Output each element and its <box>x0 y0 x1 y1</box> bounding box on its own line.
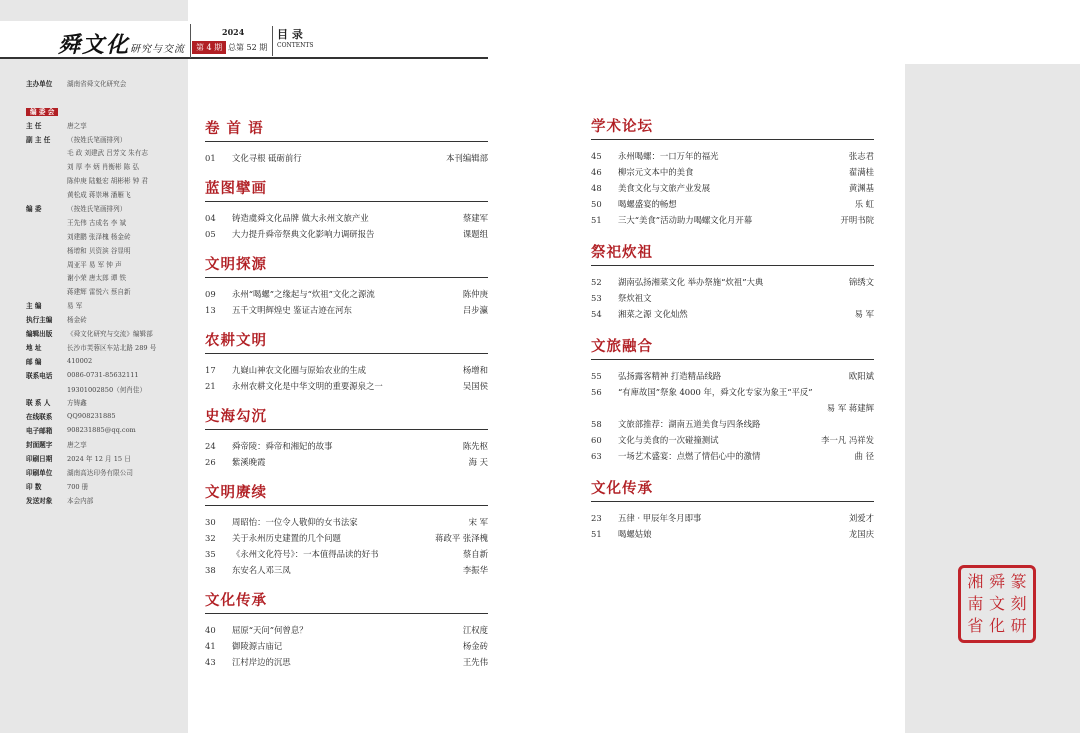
entry-title: 喝螺盛宴的畅想 <box>618 199 677 209</box>
entry-author: 杨增和 <box>462 365 488 375</box>
staff-row <box>26 382 186 396</box>
staff-row <box>26 284 186 298</box>
staff-label: 编 委 <box>26 204 42 213</box>
staff-label: 印刷单位 <box>26 468 53 477</box>
entry-title: 东安名人邓三凤 <box>232 565 291 575</box>
staff-value: 《舜文化研究与交流》编辑部 <box>67 329 153 338</box>
page-number: 46 <box>591 167 602 177</box>
staff-value: 长沙市芙蓉区车站北路 289 号 <box>67 343 157 352</box>
page-number: 54 <box>591 309 602 319</box>
staff-value: 刘建鹏 张泽槐 杨金砖 <box>67 232 131 241</box>
staff-label: 联系电话 <box>26 371 53 380</box>
entry-title: 大力提升舜帝祭典文化影响力调研报告 <box>232 229 375 239</box>
staff-row <box>26 395 186 409</box>
page-number: 60 <box>591 435 602 445</box>
toc-section <box>205 177 488 242</box>
entry-title: 五律 · 甲辰年冬月即事 <box>618 513 702 523</box>
staff-row <box>26 465 186 479</box>
toc-entry[interactable] <box>591 274 874 290</box>
red-seal-stamp <box>958 565 1036 643</box>
entry-author: 陈仲庚 <box>462 289 488 299</box>
page-number: 56 <box>591 387 602 397</box>
staff-row <box>26 257 186 271</box>
page-number: 51 <box>591 215 602 225</box>
entry-author: 蒋政平 张泽槐 <box>435 533 488 543</box>
page-number: 05 <box>205 229 216 239</box>
entry-title: 铸造虞舜文化品牌 做大永州文旅产业 <box>232 213 369 223</box>
staff-row <box>26 479 186 493</box>
toc-section <box>205 405 488 470</box>
entry-title: 御陵源古庙记 <box>232 641 283 651</box>
entry-author: 蔡建军 <box>462 213 488 223</box>
staff-label: 执行主编 <box>26 316 53 325</box>
toc-section <box>205 253 488 318</box>
staff-label: 主 任 <box>26 121 42 130</box>
staff-row <box>26 437 186 451</box>
page-number: 23 <box>591 513 602 523</box>
toc-entry[interactable] <box>591 180 874 196</box>
toc-entry[interactable] <box>591 400 874 416</box>
page-number: 21 <box>205 381 216 391</box>
staff-row <box>26 90 186 104</box>
toc-entry[interactable] <box>591 148 874 164</box>
staff-label: 主 编 <box>26 302 42 311</box>
staff-label: 编辑出版 <box>26 329 53 338</box>
staff-value: 方铸鑫 <box>67 399 87 408</box>
toc-entry[interactable] <box>205 514 488 530</box>
entry-title: 周昭怡：一位令人敬仰的女书法家 <box>232 517 358 527</box>
staff-value: 0086-0731-85632111 <box>67 370 139 379</box>
entry-author: 吴国侯 <box>462 381 488 391</box>
toc-entry[interactable] <box>205 286 488 302</box>
page-number: 30 <box>205 517 216 527</box>
entry-author: 课题组 <box>462 229 488 239</box>
staff-value: 黄松成 蒋崇琳 潘雁飞 <box>67 191 131 200</box>
entry-author: 宋 军 <box>468 517 488 527</box>
staff-value: （按姓氏笔画排列） <box>67 135 127 144</box>
toc-section <box>591 477 874 542</box>
section-title: 文明赓续 <box>205 484 267 501</box>
section-title: 祭祀炊祖 <box>591 244 653 261</box>
staff-row <box>26 270 186 284</box>
seal-character: 文 <box>988 593 1005 613</box>
toc-entry[interactable] <box>591 290 874 306</box>
staff-value: （按姓氏笔画排列） <box>67 204 127 213</box>
staff-row <box>26 326 186 340</box>
staff-label: 封面题字 <box>26 441 53 450</box>
entry-title: 九嶷山神农文化圈与原始农业的生成 <box>232 365 366 375</box>
seal-character: 研 <box>1010 615 1027 635</box>
staff-value: 杨金砖 <box>67 316 87 325</box>
staff-value: 易 军 <box>67 302 83 311</box>
staff-value: 王先伟 古成名 李 斌 <box>67 218 127 227</box>
staff-value: 湖南高达印务有限公司 <box>67 468 133 477</box>
toc-entry[interactable] <box>205 226 488 242</box>
section-title: 文旅融合 <box>591 338 653 355</box>
toc-entry[interactable] <box>205 622 488 638</box>
section-title: 蓝图擘画 <box>205 180 267 197</box>
staff-value: 蒋建辉 雷悦六 蔡自新 <box>67 288 131 297</box>
entry-title: 喝螺姑娘 <box>618 529 652 539</box>
toc-section <box>591 241 874 322</box>
entry-author: 陈先枢 <box>462 441 488 451</box>
staff-value: 毛 政 刘建武 吕芳文 朱有志 <box>67 149 148 158</box>
editorial-board-badge: 编 委 会 <box>26 108 58 116</box>
entry-title: 永州农耕文化是中华文明的重要源泉之一 <box>232 381 383 391</box>
staff-label: 邮 编 <box>26 357 42 366</box>
staff-label: 联 系 人 <box>26 399 51 408</box>
staff-row <box>26 76 186 90</box>
entry-title: 三大“美食”活动助力喝螺文化月开幕 <box>618 215 753 225</box>
staff-value: 2024 年 12 月 15 日 <box>67 454 131 463</box>
page-number: 50 <box>591 199 602 209</box>
page-number: 45 <box>591 151 602 161</box>
toc-entry[interactable] <box>205 362 488 378</box>
entry-author: 易 军 <box>854 309 874 319</box>
entry-title: “有庳故国”祭象 4000 年，舜文化专家为象王“平反” <box>618 387 813 397</box>
seal-character: 舜 <box>988 572 1005 592</box>
page-number: 43 <box>205 657 216 667</box>
staff-row <box>26 340 186 354</box>
entry-author: 本刊编辑部 <box>446 153 488 163</box>
staff-row <box>26 493 186 507</box>
staff-label: 电子邮箱 <box>26 427 53 436</box>
staff-label: 印刷日期 <box>26 454 53 463</box>
staff-label: 在线联系 <box>26 413 53 422</box>
section-rule <box>591 265 874 266</box>
issue-number-badge: 第 4 期 <box>192 41 226 54</box>
toc-entry[interactable] <box>205 302 488 318</box>
staff-row <box>26 409 186 423</box>
entry-title: 文化与美食的一次碰撞测试 <box>618 435 719 445</box>
staff-value: 刘 厚 李 炳 肖衡彬 陈 弘 <box>67 163 139 172</box>
toc-section <box>591 115 874 228</box>
toc-entry[interactable] <box>205 454 488 470</box>
section-title: 史海勾沉 <box>205 408 267 425</box>
section-rule <box>591 501 874 502</box>
page-number: 24 <box>205 441 216 451</box>
toc-entry[interactable] <box>591 384 874 400</box>
page-number: 26 <box>205 457 216 467</box>
section-rule <box>205 201 488 202</box>
toc-left-column <box>205 117 488 681</box>
page-number: 35 <box>205 549 216 559</box>
staff-value: 谢小荣 唐太郎 谭 铁 <box>67 274 127 283</box>
entry-author: 海 天 <box>468 457 488 467</box>
section-title: 文化传承 <box>591 480 653 497</box>
section-rule <box>205 613 488 614</box>
section-rule <box>591 359 874 360</box>
toc-entry[interactable] <box>591 306 874 322</box>
entry-author: 锦绣文 <box>848 277 874 287</box>
entry-author: 开明书院 <box>840 215 874 225</box>
toc-entry[interactable] <box>591 416 874 432</box>
staff-list <box>26 76 186 507</box>
entry-title: 关于永州历史建置的几个问题 <box>232 533 341 543</box>
page-number: 38 <box>205 565 216 575</box>
section-rule <box>205 505 488 506</box>
entry-title: 紫溪晚霞 <box>232 457 266 467</box>
entry-author: 刘爱才 <box>848 513 874 523</box>
staff-row <box>26 451 186 465</box>
page-number: 52 <box>591 277 602 287</box>
entry-title: 文化寻根 砥砺前行 <box>232 153 302 163</box>
toc-section <box>205 329 488 394</box>
staff-label: 发送对象 <box>26 496 53 505</box>
entry-author: 翟满桂 <box>848 167 874 177</box>
entry-author: 蔡自新 <box>462 549 488 559</box>
section-title: 文明探源 <box>205 256 267 273</box>
entry-title: 祭炊祖文 <box>618 293 652 303</box>
entry-title: 《永州文化符号》：一本值得品读的好书 <box>232 549 379 559</box>
toc-entry[interactable] <box>205 530 488 546</box>
toc-right-column <box>591 115 874 555</box>
entry-author: 杨金砖 <box>462 641 488 651</box>
staff-row <box>26 243 186 257</box>
entry-author: 李振华 <box>462 565 488 575</box>
staff-row <box>26 423 186 437</box>
staff-value: 700 册 <box>67 482 89 491</box>
toc-entry[interactable] <box>591 212 874 228</box>
staff-label: 主办单位 <box>26 79 53 88</box>
section-title: 农耕文明 <box>205 332 267 349</box>
staff-row <box>26 201 186 215</box>
total-issue: 总第 52 期 <box>228 43 268 52</box>
staff-value: 唐之享 <box>67 121 87 130</box>
entry-title: 弘扬露客精神 打造精品线路 <box>618 371 722 381</box>
entry-author: 欧阳斌 <box>848 371 874 381</box>
page-number: 17 <box>205 365 216 375</box>
entry-title: 一场艺术盛宴：点燃了情侣心中的激情 <box>618 451 761 461</box>
staff-value: QQ908231885 <box>67 412 116 421</box>
entry-author: 江权度 <box>462 625 488 635</box>
entry-author: 吕步瀛 <box>462 305 488 315</box>
entry-author: 李一凡 冯祥发 <box>821 435 874 445</box>
staff-value: 湖南省舜文化研究会 <box>67 79 127 88</box>
page-number: 01 <box>205 153 216 163</box>
seal-character: 省 <box>967 615 984 635</box>
toc-entry[interactable] <box>591 432 874 448</box>
staff-row <box>26 104 186 118</box>
page-number: 09 <box>205 289 216 299</box>
staff-label: 地 址 <box>26 343 42 352</box>
toc-entry[interactable] <box>591 196 874 212</box>
staff-label <box>26 106 67 116</box>
page-number: 53 <box>591 293 602 303</box>
entry-author: 王先伟 <box>462 657 488 667</box>
page-number: 40 <box>205 625 216 635</box>
staff-row <box>26 298 186 312</box>
staff-label: 印 数 <box>26 482 42 491</box>
section-rule <box>591 139 874 140</box>
toc-entry[interactable] <box>205 562 488 578</box>
issue-year: 2024 <box>222 27 245 37</box>
entry-title: 永州“喝螺”之缘起与“炊祖”文化之源流 <box>232 289 375 299</box>
section-title: 学术论坛 <box>591 118 653 135</box>
staff-row <box>26 118 186 132</box>
entry-author: 龙国庆 <box>848 529 874 539</box>
page-number: 32 <box>205 533 216 543</box>
toc-section <box>205 589 488 670</box>
entry-author: 张志君 <box>848 151 874 161</box>
toc-entry[interactable] <box>205 638 488 654</box>
entry-title: 美食文化与文旅产业发展 <box>618 183 711 193</box>
section-rule <box>205 429 488 430</box>
toc-entry[interactable] <box>591 510 874 526</box>
toc-entry[interactable] <box>591 164 874 180</box>
toc-entry[interactable] <box>591 448 874 464</box>
toc-section <box>591 335 874 464</box>
toc-section <box>205 117 488 166</box>
staff-value: 周亚平 易 军 钟 声 <box>67 260 122 269</box>
seal-character: 湘 <box>967 572 984 592</box>
toc-entry[interactable] <box>591 526 874 542</box>
toc-entry[interactable] <box>205 150 488 166</box>
entry-title: 湖南弘扬湘菜文化 举办祭施“炊祖”大典 <box>618 277 764 287</box>
staff-row <box>26 354 186 368</box>
staff-value: 19301002850（何肖佳） <box>67 385 147 394</box>
page-number: 63 <box>591 451 602 461</box>
toc-entry[interactable] <box>205 546 488 562</box>
staff-value: 唐之享 <box>67 441 87 450</box>
entry-title: 舜帝陵：舜帝和湘妃的故事 <box>232 441 333 451</box>
staff-row <box>26 312 186 326</box>
staff-value: 410002 <box>67 356 93 365</box>
staff-row <box>26 159 186 173</box>
seal-character: 篆 <box>1010 572 1027 592</box>
entry-title: 屈原“天问”何曾息？ <box>232 625 308 635</box>
section-rule <box>205 141 488 142</box>
seal-character: 刻 <box>1010 593 1027 613</box>
magazine-logo: 舜文化研究与交流 <box>58 32 186 58</box>
seal-character: 南 <box>967 593 984 613</box>
page-number: 13 <box>205 305 216 315</box>
page-number: 58 <box>591 419 602 429</box>
seal-character: 化 <box>988 615 1005 635</box>
staff-label: 副 主 任 <box>26 135 51 144</box>
entry-title: 永州喝螺：一口万年的福光 <box>618 151 719 161</box>
entry-title: 五千文明辉煌史 鉴证古迹在河东 <box>232 305 352 315</box>
contents-heading: 目 录 CONTENTS <box>272 26 312 56</box>
entry-author: 易 军 蒋建辉 <box>826 403 874 413</box>
staff-value: 908231885@qq.com <box>67 426 136 435</box>
page-number: 48 <box>591 183 602 193</box>
toc-entry[interactable] <box>205 210 488 226</box>
page-number: 55 <box>591 371 602 381</box>
staff-row <box>26 368 186 382</box>
toc-section <box>205 481 488 578</box>
staff-row <box>26 173 186 187</box>
entry-title: 湘菜之源 文化灿然 <box>618 309 688 319</box>
page-number: 51 <box>591 529 602 539</box>
entry-title: 江村岸边的沉思 <box>232 657 291 667</box>
staff-value: 本会内部 <box>67 496 94 505</box>
entry-author: 黄渊基 <box>848 183 874 193</box>
section-title: 卷 首 语 <box>205 120 264 137</box>
staff-row <box>26 145 186 159</box>
toc-entry[interactable] <box>205 654 488 670</box>
staff-value: 杨增和 贝资滨 谷显明 <box>67 246 131 255</box>
toc-entry[interactable] <box>591 368 874 384</box>
toc-entry[interactable] <box>205 378 488 394</box>
section-rule <box>205 353 488 354</box>
staff-row <box>26 132 186 146</box>
entry-author: 曲 径 <box>854 451 874 461</box>
staff-row <box>26 229 186 243</box>
entry-title: 文旅部推荐：湖南五道美食与四条线路 <box>618 419 761 429</box>
toc-entry[interactable] <box>205 438 488 454</box>
page-number: 41 <box>205 641 216 651</box>
entry-author: 乐 虹 <box>854 199 874 209</box>
staff-row <box>26 215 186 229</box>
page-number: 04 <box>205 213 216 223</box>
entry-title: 柳宗元文本中的美食 <box>618 167 694 177</box>
section-rule <box>205 277 488 278</box>
section-title: 文化传承 <box>205 592 267 609</box>
staff-value: 陈仲庚 陆魁宏 胡彬彬 钟 君 <box>67 177 148 186</box>
staff-row <box>26 187 186 201</box>
